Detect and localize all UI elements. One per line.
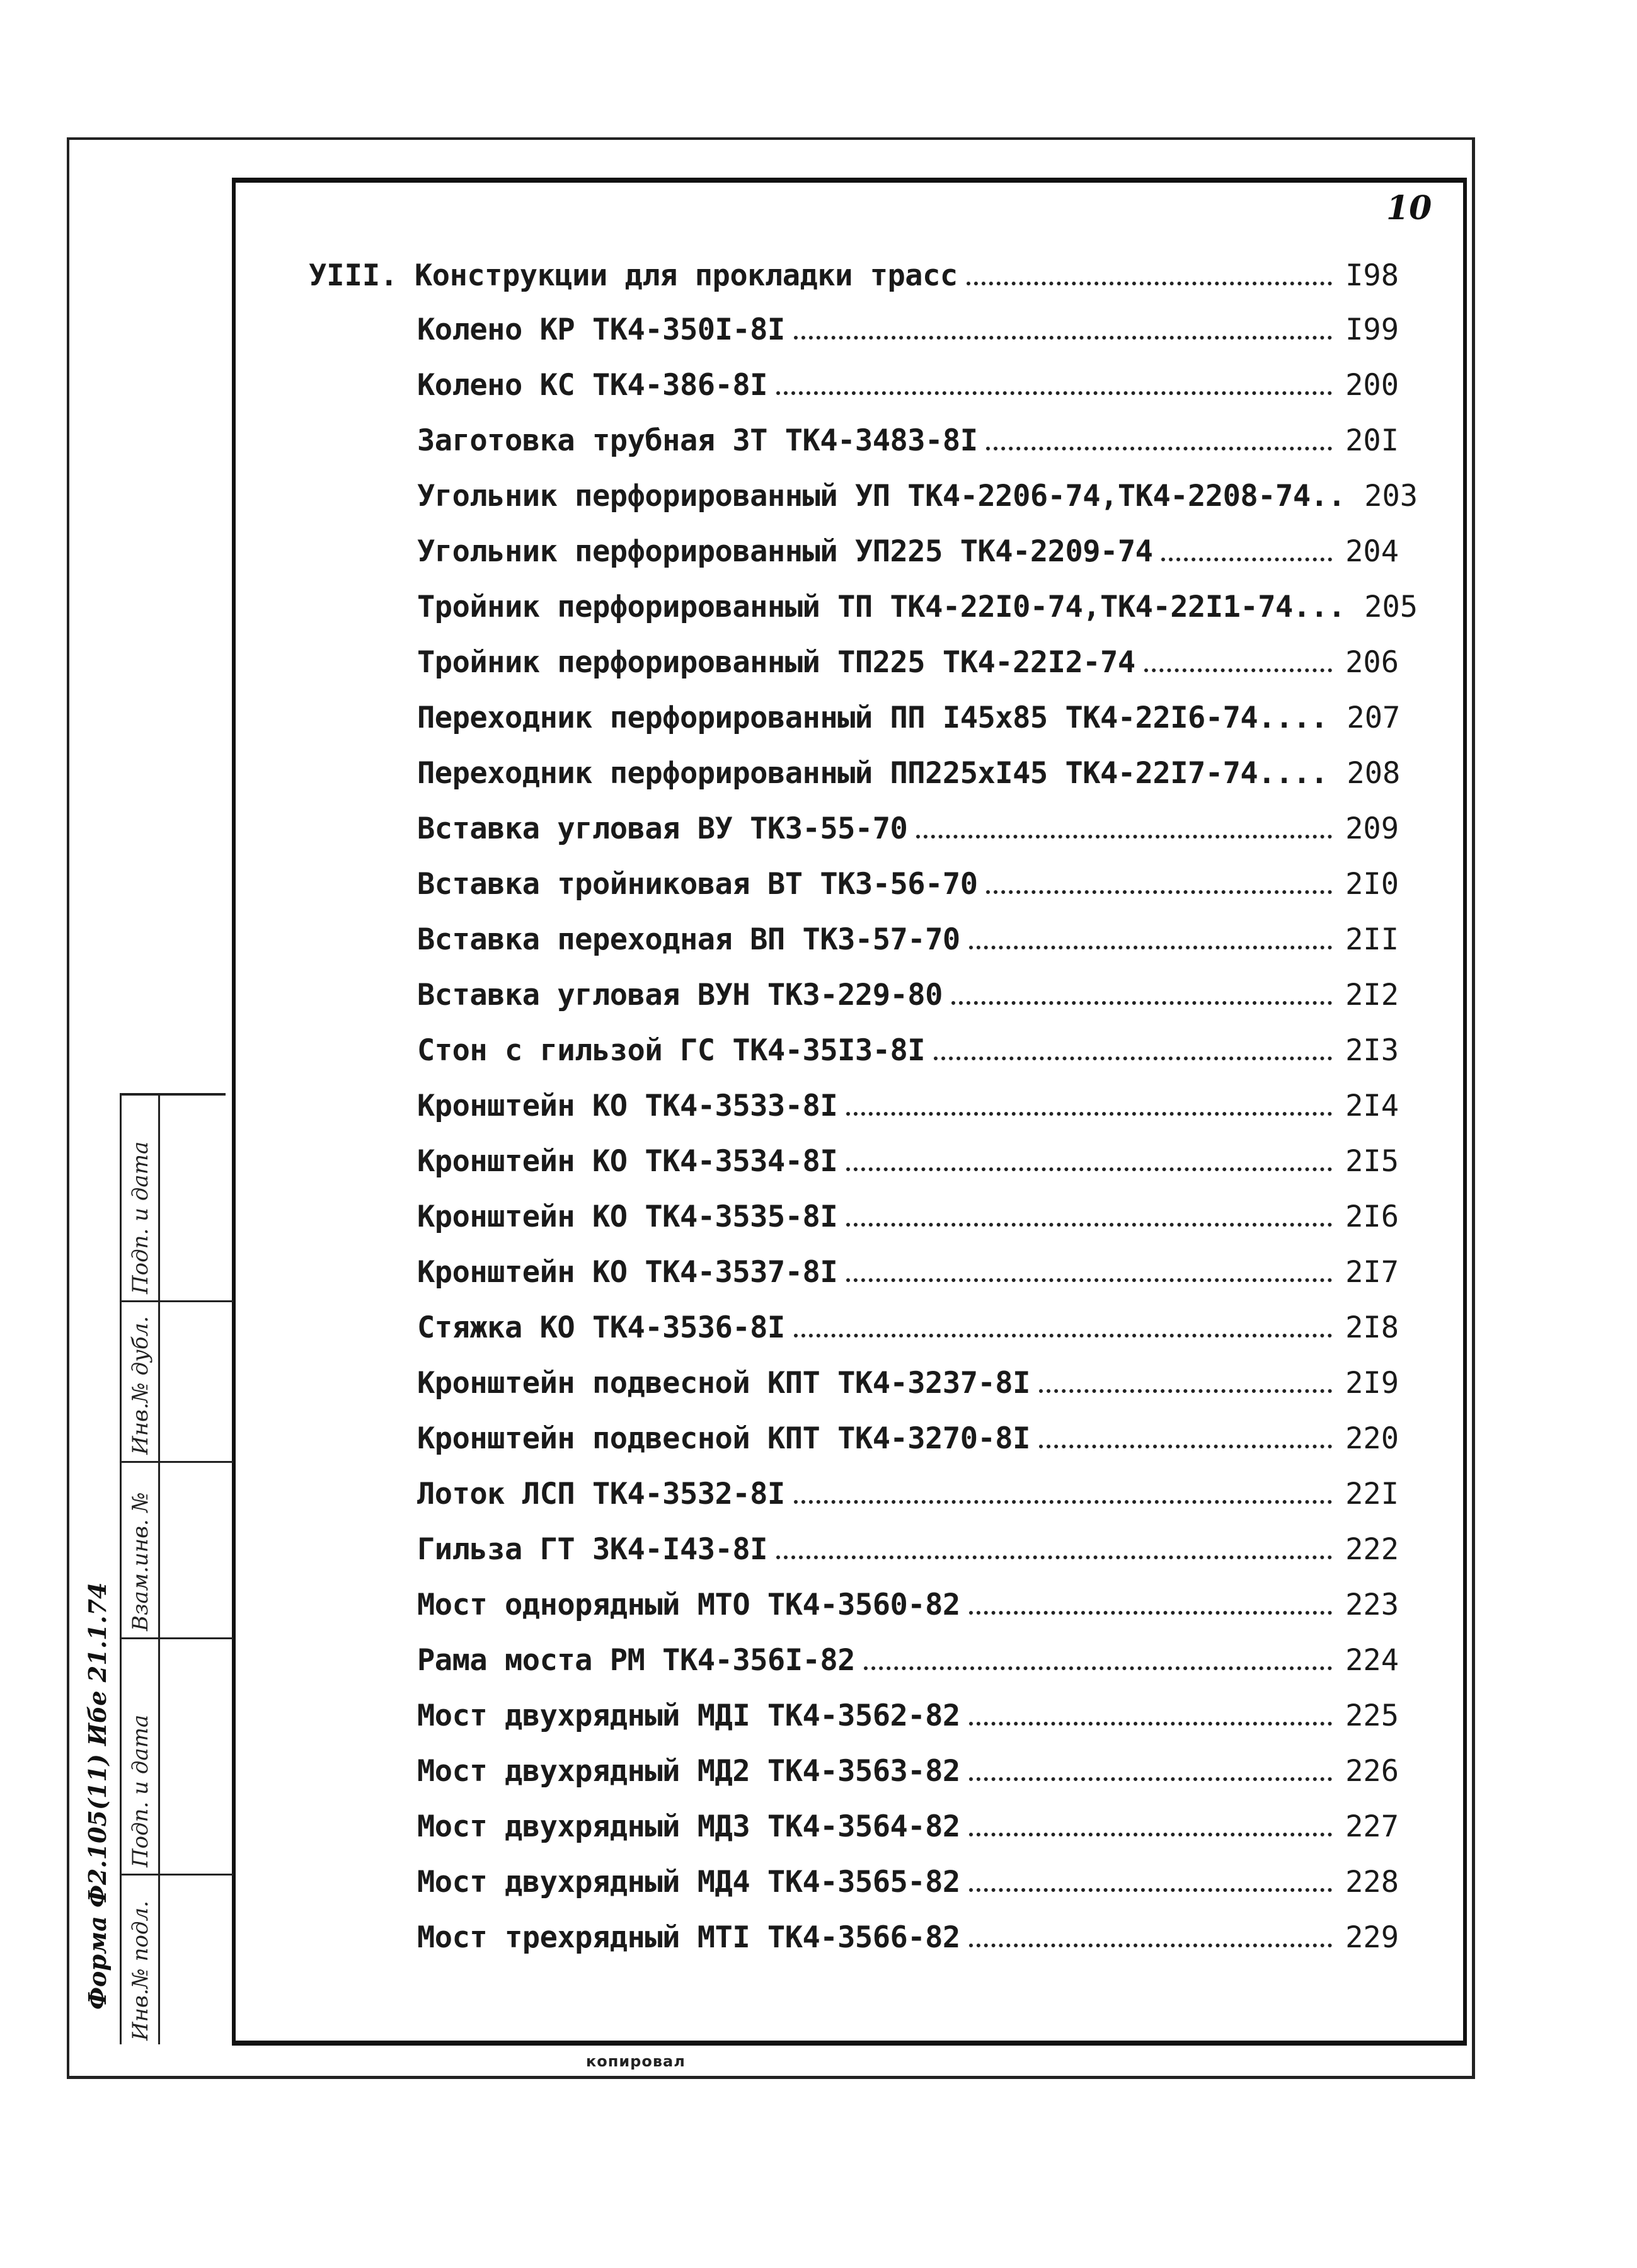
toc-entry-title: Рама моста РМ ТК4-356I-82 [417,1643,855,1678]
toc-entry-page: 227 [1345,1809,1399,1844]
toc-entry-row [417,862,1399,907]
section-page: I98 [1345,258,1399,293]
toc-entry-title: Угольник перфорированный УП225 ТК4-2209-74 [417,534,1153,569]
dot-leader [1161,558,1332,561]
toc-entry-page: 2I7 [1345,1255,1399,1290]
toc-entry-page: 205 [1364,590,1418,624]
toc-entry-row [417,474,1418,519]
toc-entry-title: Заготовка трубная ЗТ ТК4-3483-8I [417,423,978,458]
toc-entry-title: Мост двухрядный МДI ТК4-3562-82 [417,1698,960,1733]
stamp-label-inv-podl: Инв.№ подл. [128,1901,153,2041]
toc-entry-title: Кронштейн КО ТК4-3533-8I [417,1089,838,1123]
toc-entry-title: Лоток ЛСП ТК4-3532-8I [417,1477,785,1511]
toc-entry-row [417,1139,1399,1184]
stamp-label-vzam-inv: Взам.инв. № [128,1492,153,1631]
toc-entry-title: Колено КС ТК4-386-8I [417,368,767,403]
toc-entry-title: Мост двухрядный МД3 ТК4-3564-82 [417,1809,960,1844]
toc-entry-page: 2I2 [1345,978,1399,1012]
toc-entry-row [417,696,1399,741]
toc-entry-row [417,1638,1399,1683]
dot-leader [794,336,1332,340]
toc-entry-page: 225 [1345,1698,1399,1733]
dot-leader [967,282,1332,285]
toc-entry-page: 220 [1345,1421,1399,1456]
toc-entry-page: 2I4 [1345,1089,1399,1123]
toc-entry-row [417,1749,1399,1794]
toc-entry-title: Вставка угловая ВУН ТК3-229-80 [417,978,943,1012]
stamp-label-podp-data-2: Подп. и дата [128,1141,153,1294]
toc-entry-row [417,418,1399,464]
toc-entry-title: Гильза ГТ ЗК4-I43-8I [417,1532,767,1567]
toc-entry-row [417,1804,1399,1850]
toc-entry-row [417,1860,1399,1905]
toc-entry-title: Тройник перфорированный ТП225 ТК4-22I2-74 [417,645,1135,680]
toc-entry-row [417,1915,1399,1961]
toc-entry-row [417,917,1399,963]
dot-leader [1039,1445,1332,1448]
footer-note: копировал [586,2053,686,2070]
toc-entry-row [417,1305,1399,1351]
toc-entry-title: Кронштейн КО ТК4-3537-8I [417,1255,838,1290]
stamp-divider [158,1096,160,2044]
dot-leader [969,1888,1332,1892]
dot-leader [934,1057,1332,1060]
toc-entry-page: 2I3 [1345,1033,1399,1068]
toc-entry-page: 2II [1345,922,1399,957]
toc-entry-row [417,751,1399,796]
toc-entry-row [417,1084,1399,1129]
dot-leader [846,1167,1332,1171]
dot-leader [846,1278,1332,1282]
dot-leader [969,1944,1332,1947]
toc-entry-page: 224 [1345,1643,1399,1678]
toc-entry-page: 2I5 [1345,1144,1399,1179]
section-title: Конструкции для прокладки трасс [415,258,958,293]
toc-entry-row [417,1527,1399,1572]
toc-entry-page: 226 [1345,1754,1399,1789]
dot-leader [969,1833,1332,1836]
stamp-label-inv-dubl: Инв.№ дубл. [128,1315,153,1455]
toc-entry-row [417,585,1418,630]
toc-entry-title: Колено КР ТК4-350I-8I [417,312,785,347]
toc-entry-page: 207 [1347,701,1401,735]
dot-leader [864,1666,1332,1670]
form-label: Форма Ф2.105(11) Ибе 21.1.74 [83,1582,112,2010]
stamp-divider [122,1300,233,1302]
toc-entry-row [417,1472,1399,1517]
toc-entry-page: 2I9 [1345,1366,1399,1400]
toc-entry-title: Угольник перфорированный УП ТК4-2206-74,ТК4-2208-74.. [417,479,1346,513]
toc-entry-title: Стон с гильзой ГС ТК4-35I3-8I [417,1033,926,1068]
dot-leader [969,1611,1332,1615]
toc-entry-page: 228 [1345,1865,1399,1899]
toc-entry-row [417,307,1399,353]
stamp-block [120,1093,226,2044]
toc-entry-title: Мост двухрядный МД2 ТК4-3563-82 [417,1754,960,1789]
dot-leader [951,1001,1332,1005]
toc-entry-row [417,1250,1399,1295]
toc-entry-page: 20I [1345,423,1399,458]
dot-leader [969,1777,1332,1781]
dot-leader [969,1722,1332,1726]
toc-entry-row [417,1693,1399,1739]
toc-entry-title: Тройник перфорированный ТП ТК4-22I0-74,ТК4-22I1-74... [417,590,1346,624]
dot-leader [794,1334,1332,1337]
toc-entry-row [417,1028,1399,1074]
toc-entry-title: Кронштейн подвесной КПТ ТК4-3270-8I [417,1421,1030,1456]
dot-leader [1144,668,1332,672]
toc-entry-page: 229 [1345,1920,1399,1955]
toc-entry-row [417,640,1399,685]
toc-entry-row [417,529,1399,575]
toc-entry-title: Кронштейн КО ТК4-3535-8I [417,1200,838,1234]
dot-leader [776,1555,1332,1559]
toc-entry-row [417,973,1399,1018]
toc-entry-page: 200 [1345,368,1399,403]
toc-entry-title: Мост двухрядный МД4 ТК4-3565-82 [417,1865,960,1899]
toc-entry-page: 206 [1345,645,1399,680]
dot-leader [846,1112,1332,1116]
toc-entry-title: Мост трехрядный МТI ТК4-3566-82 [417,1920,960,1955]
toc-section-row [309,253,1399,299]
stamp-divider [122,1461,233,1463]
toc-entry-row [417,1416,1399,1462]
toc-entry-page: I99 [1345,312,1399,347]
toc-entry-title: Кронштейн подвесной КПТ ТК4-3237-8I [417,1366,1030,1400]
dot-leader [986,890,1332,894]
toc-entry-title: Переходник перфорированный ПП I45x85 ТК4-22I6-74.... [417,701,1328,735]
toc-entry-page: 2I8 [1345,1310,1399,1345]
toc-entry-title: Мост однорядный МТО ТК4-3560-82 [417,1588,960,1622]
stamp-divider [122,1874,233,1876]
toc-entry-page: 2I6 [1345,1200,1399,1234]
toc-entry-row [417,1583,1399,1628]
toc-entry-title: Вставка переходная ВП ТК3-57-70 [417,922,960,957]
toc-entry-page: 222 [1345,1532,1399,1567]
toc-entry-row [417,363,1399,408]
toc-entry-title: Вставка угловая ВУ ТК3-55-70 [417,811,908,846]
toc-entry-title: Стяжка КО ТК4-3536-8I [417,1310,785,1345]
page-number: 10 [1386,189,1432,227]
toc-entry-page: 203 [1364,479,1418,513]
dot-leader [1039,1389,1332,1393]
toc-entry-row [417,1361,1399,1406]
toc-entry-title: Переходник перфорированный ПП225xI45 ТК4-22I7-74.... [417,756,1328,791]
toc-entry-page: 22I [1345,1477,1399,1511]
toc-entry-page: 2I0 [1345,867,1399,902]
toc-entry-page: 209 [1345,811,1399,846]
stamp-label-podp-data-1: Подп. и дата [128,1714,153,1867]
toc-entry-title: Вставка тройниковая ВТ ТК3-56-70 [417,867,978,902]
stamp-divider [122,1637,233,1639]
dot-leader [986,447,1332,450]
dot-leader [846,1223,1332,1227]
toc-entry-page: 204 [1345,534,1399,569]
toc-entry-title: Кронштейн КО ТК4-3534-8I [417,1144,838,1179]
toc-entry-row [417,806,1399,852]
toc-entry-row [417,1194,1399,1240]
section-number: УIII. [309,258,398,293]
dot-leader [794,1500,1332,1504]
dot-leader [969,946,1332,949]
toc-entry-page: 223 [1345,1588,1399,1622]
dot-leader [776,391,1332,395]
dot-leader [916,835,1332,839]
toc-entry-page: 208 [1347,756,1401,791]
